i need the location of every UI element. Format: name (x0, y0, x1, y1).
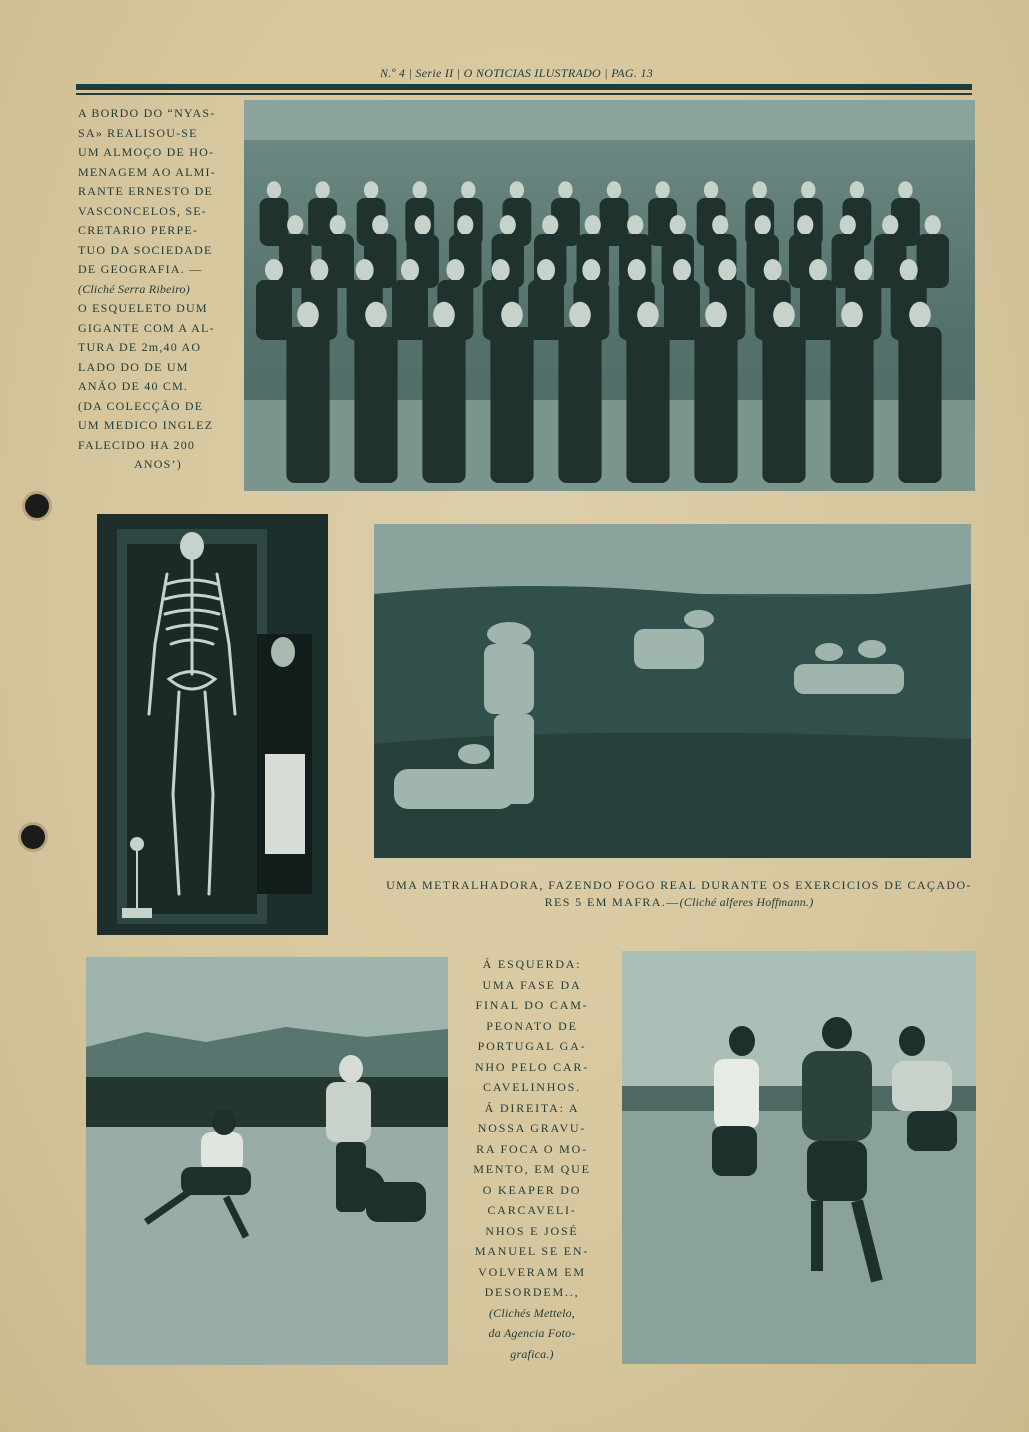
caption-line: ANÃO DE 40 CM. (78, 379, 189, 393)
caption-line: DESORDEM.., (484, 1285, 580, 1299)
caption-line: RES 5 EM MAFRA.— (544, 895, 680, 909)
caption-line: CARCAVELI- (487, 1203, 577, 1217)
caption-line: PORTUGAL GA- (477, 1039, 587, 1053)
caption-line: GIGANTE COM A AL- (78, 320, 215, 335)
caption-line: MENAGEM AO ALMI- (78, 164, 216, 179)
binder-hole-top (25, 494, 49, 518)
page-header: N.º 4 | Serie II | O NOTICIAS ILUSTRADO | PAG. 13 (380, 66, 654, 80)
caption-line: ANOS’) (134, 457, 182, 471)
caption-line: (DA COLECÇÃO DE (78, 398, 204, 413)
caption-line: VOLVERAM EM (478, 1264, 586, 1279)
caption-line: DE GEOGRAFIA. — (78, 262, 203, 276)
caption-line: Á DIREITA: A (484, 1100, 580, 1115)
photo-credit: grafica.) (510, 1346, 554, 1361)
caption-line: UMA METRALHADORA, FAZENDO FOGO REAL DURANTE OS EXERCICIOS DE CAÇADO- (386, 878, 972, 892)
caption-line: Á ESQUERDA: (482, 957, 582, 971)
photo-credit: (Cliché Serra Ribeiro) (78, 281, 190, 296)
caption-line: UM ALMOÇO DE HO- (78, 145, 215, 159)
caption-line: FALECIDO HA 200 (78, 437, 196, 452)
caption-line: CAVELINHOS. (483, 1080, 581, 1094)
caption-line: UMA FASE DA (482, 977, 582, 992)
skeleton-photo (97, 514, 328, 935)
caption-football (462, 954, 602, 1364)
photo-credit: (Clichés Mettelo, (488, 1305, 576, 1320)
football-photo-right (622, 951, 976, 1364)
caption-line: PEONATO DE (486, 1018, 578, 1033)
photo-credit: da Agencia Foto- (488, 1326, 576, 1340)
header-rule-thin (76, 93, 972, 95)
caption-line: O ESQUELETO DUM (78, 301, 208, 315)
header-rule-thick (76, 84, 972, 90)
caption-line: A BORDO DO “NYAS- (78, 106, 216, 120)
photo-credit: (Cliché alferes Hoffmann.) (679, 895, 814, 909)
caption-line: NHOS E JOSÉ (485, 1223, 579, 1238)
caption-line: RA FOCA O MO- (476, 1141, 588, 1156)
caption-line: MANUEL SE EN- (474, 1244, 590, 1258)
binder-hole-bottom (21, 825, 45, 849)
caption-line: TUO DA SOCIEDADE (78, 242, 213, 257)
caption-line: MENTO, EM QUE (473, 1162, 591, 1176)
caption-military (374, 877, 984, 911)
banquet-photo (244, 100, 975, 491)
caption-line: SA» REALISOU-SE (78, 125, 198, 140)
caption-line: VASCONCELOS, SE- (78, 203, 207, 218)
caption-line: FINAL DO CAM- (475, 998, 589, 1012)
caption-line: TURA DE 2m,40 AO (78, 340, 202, 354)
caption-line: NOSSA GRAVU- (477, 1121, 587, 1135)
military-exercise-photo (374, 524, 971, 858)
football-photo-left (86, 957, 448, 1365)
caption-line: UM MEDICO INGLEZ (78, 418, 214, 432)
caption-banquet-skeleton (78, 104, 238, 475)
caption-line: CRETARIO PERPE- (78, 223, 199, 237)
caption-line: LADO DO DE UM (78, 359, 189, 374)
caption-line: NHO PELO CAR- (474, 1059, 590, 1074)
caption-line: RANTE ERNESTO DE (78, 184, 213, 198)
caption-line: O KEAPER DO (482, 1182, 582, 1197)
